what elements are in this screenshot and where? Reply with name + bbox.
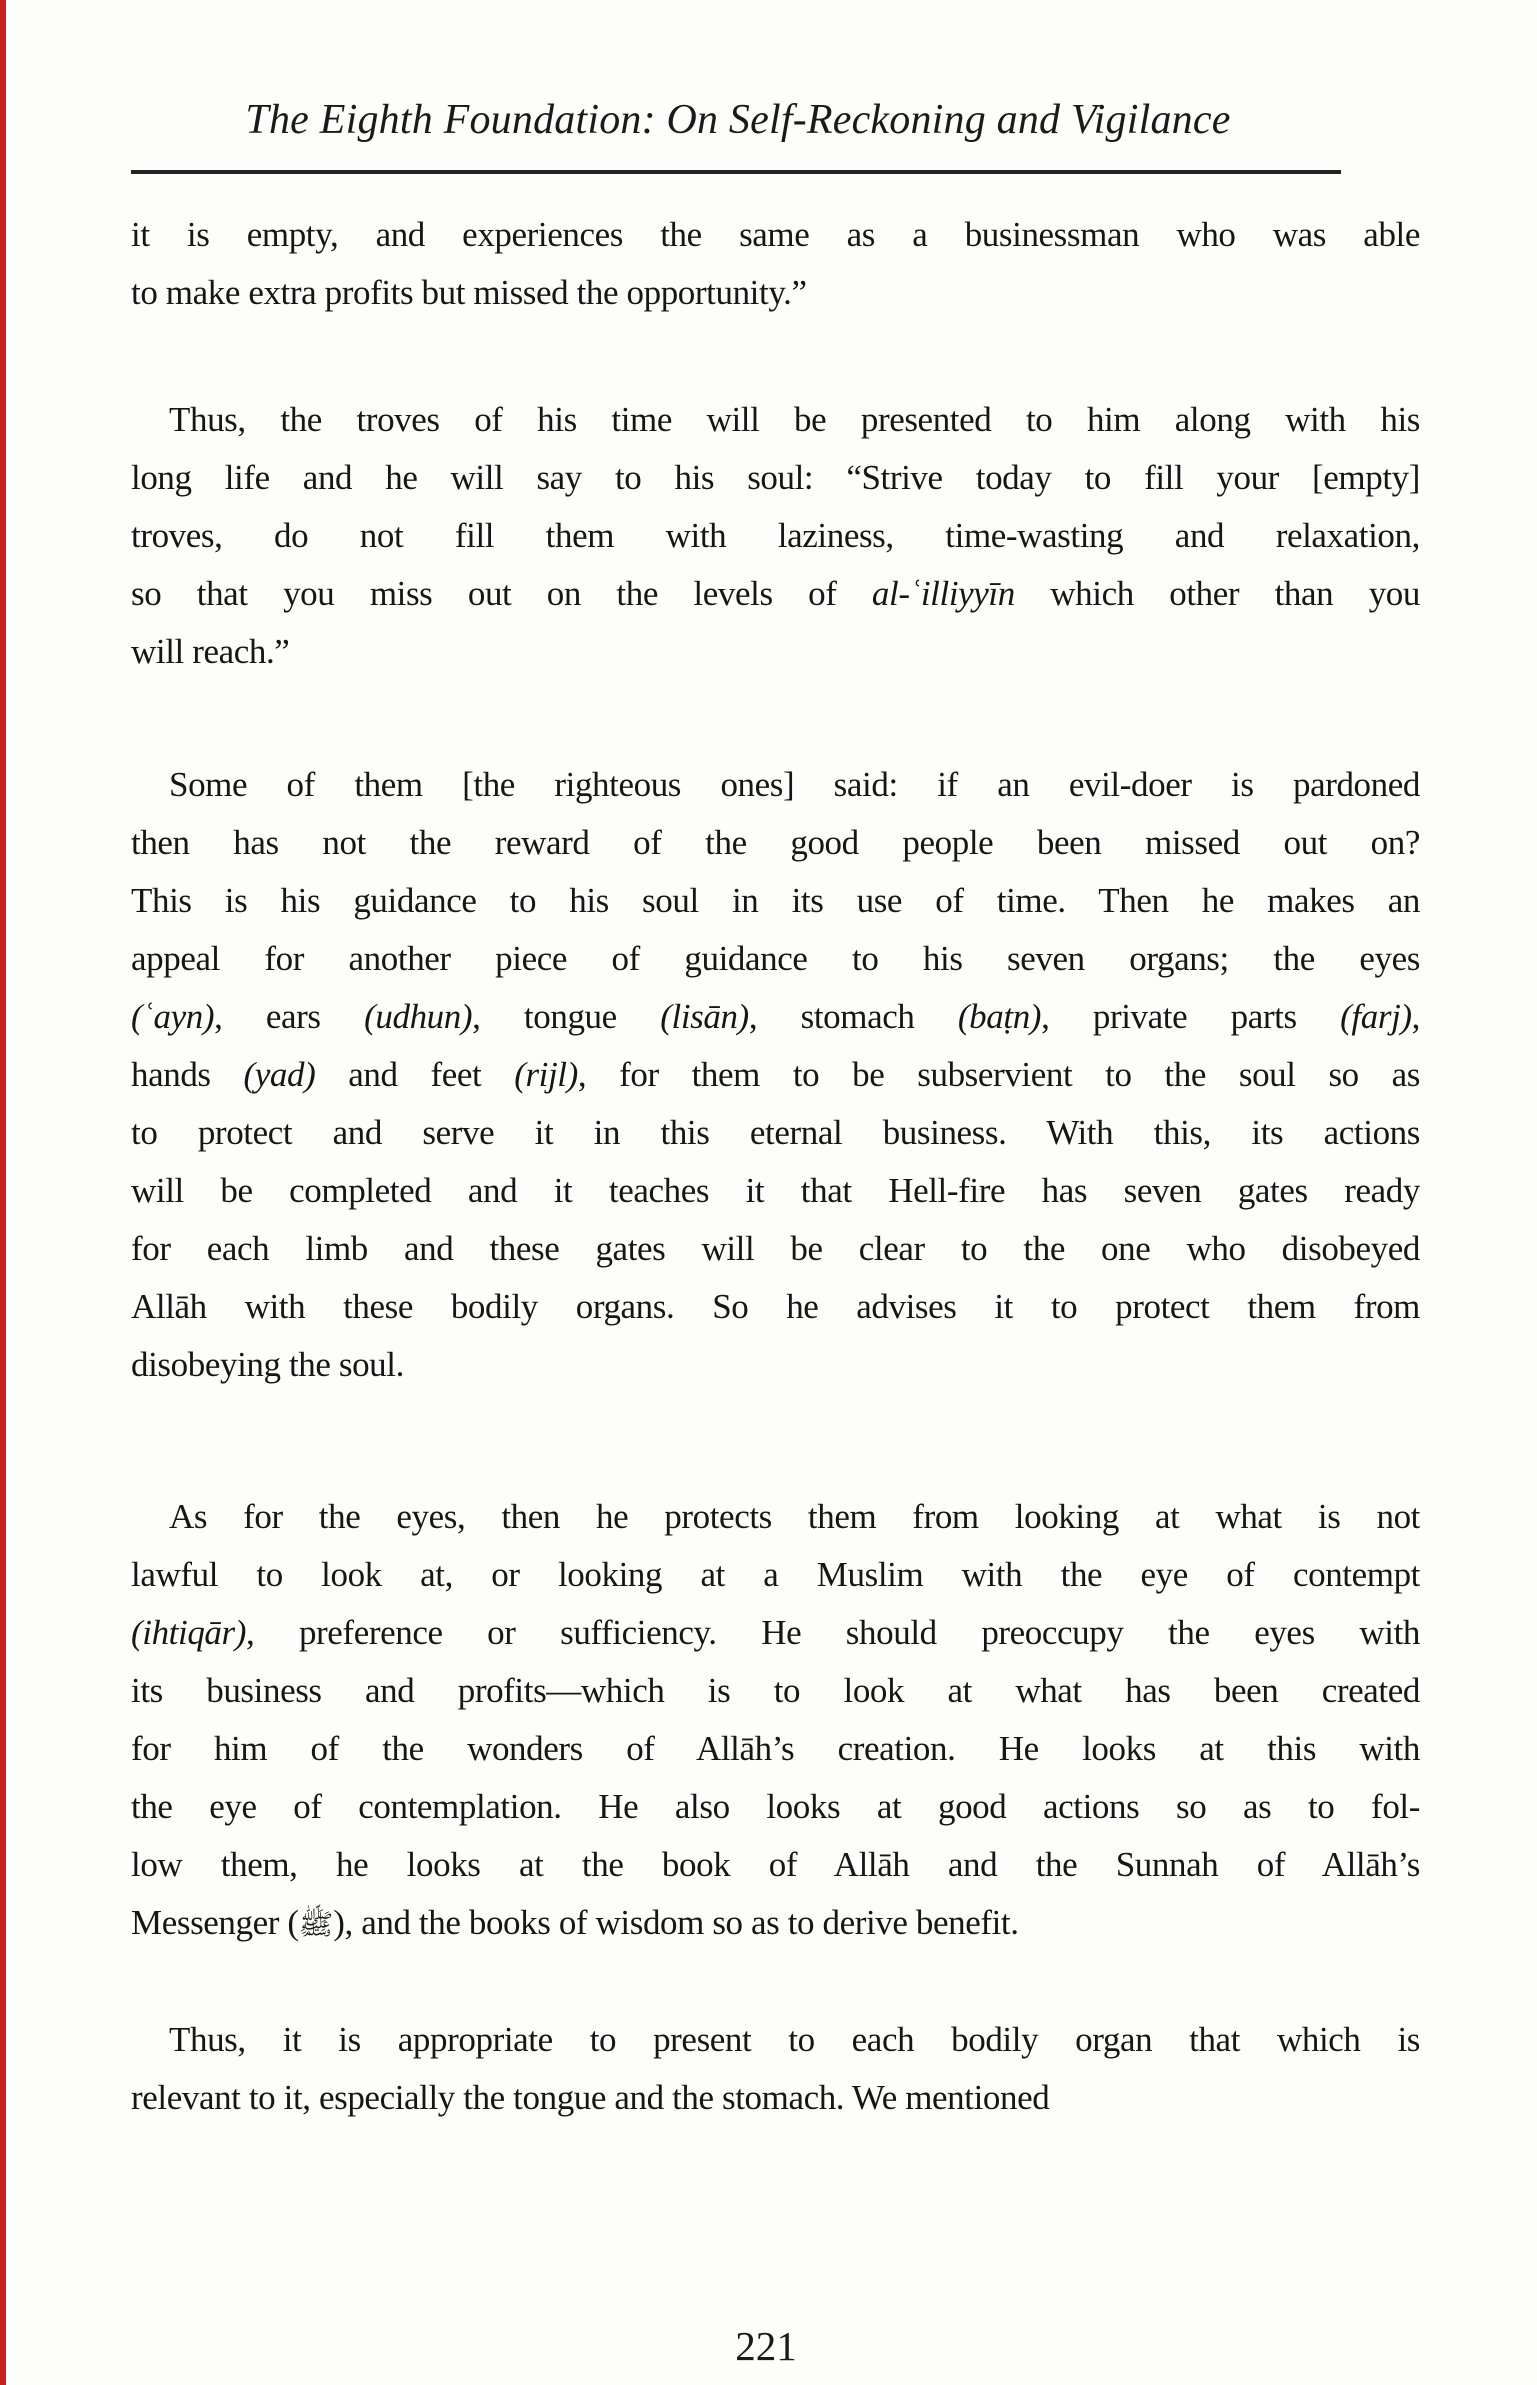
text-line	[131, 756, 1420, 814]
text-segment: Messenger (	[131, 1903, 299, 1942]
text-line	[131, 1488, 1420, 1546]
text-segment: its business and profits—which is to look at what has been created	[131, 1671, 1420, 1710]
page-number: 221	[735, 2323, 797, 2369]
text-segment: troves, do not fill them with laziness, time-wasting and relaxation,	[131, 516, 1420, 555]
text-line	[131, 391, 1420, 449]
text-segment: will be completed and it teaches it that Hell-fire has seven gates ready	[131, 1171, 1420, 1210]
text-segment: , private parts	[1041, 997, 1341, 1036]
text-segment: to make extra profits but missed the opportunity.”	[131, 273, 807, 312]
text-segment: relevant to it, especially the tongue and the stomach. We mentioned	[131, 2078, 1050, 2117]
paragraph	[131, 756, 1420, 1394]
text-segment: for him of the wonders of Allāh’s creation. He looks at this with	[131, 1729, 1420, 1768]
paragraph	[131, 1488, 1420, 1952]
text-line	[131, 930, 1420, 988]
text-segment: Thus, the troves of his time will be presented to him along with his	[169, 400, 1420, 439]
text-line	[131, 1662, 1420, 1720]
text-segment: disobeying the soul.	[131, 1345, 404, 1384]
text-segment: hands	[131, 1055, 244, 1094]
paragraph	[131, 2011, 1420, 2127]
text-segment: the eye of contemplation. He also looks at good actions so as to fol-	[131, 1787, 1420, 1826]
text-line	[131, 449, 1420, 507]
transliteration-term: (baṭn)	[957, 997, 1042, 1036]
transliteration-term: (ihtiqār)	[131, 1613, 247, 1652]
text-segment: This is his guidance to his soul in its use of time. Then he makes an	[131, 881, 1420, 920]
text-segment: Some of them [the righteous ones] said: if an evil-doer is pardoned	[169, 765, 1420, 804]
text-segment: , tongue	[472, 997, 661, 1036]
text-segment: and feet	[315, 1055, 515, 1094]
paragraph	[131, 391, 1420, 681]
text-line	[131, 1162, 1420, 1220]
text-segment: long life and he will say to his soul: “Strive today to fill your [empty]	[131, 458, 1420, 497]
text-line	[131, 814, 1420, 872]
transliteration-term: (farj)	[1340, 997, 1412, 1036]
honorific-symbol: ﷺ	[298, 1909, 334, 1941]
running-header: The Eighth Foundation: On Self-Reckoning and Vigilance	[245, 97, 1231, 143]
transliteration-term: (udhun)	[364, 997, 473, 1036]
text-line	[131, 1778, 1420, 1836]
transliteration-term: al-ʿilliyyīn	[871, 574, 1015, 613]
header-rule	[131, 170, 1341, 174]
page-edge-accent	[0, 0, 6, 2385]
text-line	[131, 1046, 1420, 1104]
text-segment: Thus, it is appropriate to present to each bodily organ that which is	[169, 2020, 1420, 2059]
transliteration-term: (lisān)	[660, 997, 749, 1036]
text-line	[131, 1336, 1420, 1394]
text-segment: so that you miss out on the levels of	[131, 574, 872, 613]
text-line	[131, 1278, 1420, 1336]
text-segment: As for the eyes, then he protects them from looking at what is not	[169, 1497, 1420, 1536]
text-segment: ,	[1411, 997, 1420, 1036]
text-segment: to protect and serve it in this eternal business. With this, its actions	[131, 1113, 1420, 1152]
text-segment: , ears	[214, 997, 365, 1036]
text-line	[131, 1894, 1420, 1952]
text-line	[131, 1220, 1420, 1278]
text-line	[131, 206, 1420, 264]
text-segment: , preference or sufficiency. He should preoccupy the eyes with	[246, 1613, 1420, 1652]
paragraph	[131, 206, 1420, 322]
text-segment: which other than you	[1014, 574, 1420, 613]
text-line	[131, 872, 1420, 930]
text-segment: Allāh with these bodily organs. So he advises it to protect them from	[131, 1287, 1420, 1326]
transliteration-term: (rijl)	[514, 1055, 578, 1094]
text-segment: it is empty, and experiences the same as a businessman who was able	[131, 215, 1420, 254]
text-line	[131, 988, 1420, 1046]
text-line	[131, 1720, 1420, 1778]
text-line	[131, 623, 1420, 681]
text-line	[131, 1836, 1420, 1894]
text-segment: appeal for another piece of guidance to his seven organs; the eyes	[131, 939, 1420, 978]
transliteration-term: (yad)	[243, 1055, 316, 1094]
text-segment: for each limb and these gates will be clear to the one who disobeyed	[131, 1229, 1420, 1268]
transliteration-term: (ʿayn)	[131, 997, 215, 1036]
text-line	[131, 2069, 1420, 2127]
text-segment: , stomach	[748, 997, 958, 1036]
text-line	[131, 565, 1420, 623]
text-segment: will reach.”	[131, 632, 290, 671]
text-line	[131, 1104, 1420, 1162]
text-line	[131, 1604, 1420, 1662]
text-segment: then has not the reward of the good people been missed out on?	[131, 823, 1420, 862]
text-segment: ), and the books of wisdom so as to derive benefit.	[333, 1903, 1019, 1942]
text-segment: , for them to be subservient to the soul so as	[577, 1055, 1420, 1094]
text-segment: low them, he looks at the book of Allāh and the Sunnah of Allāh’s	[131, 1845, 1420, 1884]
text-line	[131, 2011, 1420, 2069]
text-segment: lawful to look at, or looking at a Muslim with the eye of contempt	[131, 1555, 1420, 1594]
text-line	[131, 507, 1420, 565]
body-text	[131, 206, 1420, 2127]
text-line	[131, 264, 1420, 322]
text-line	[131, 1546, 1420, 1604]
